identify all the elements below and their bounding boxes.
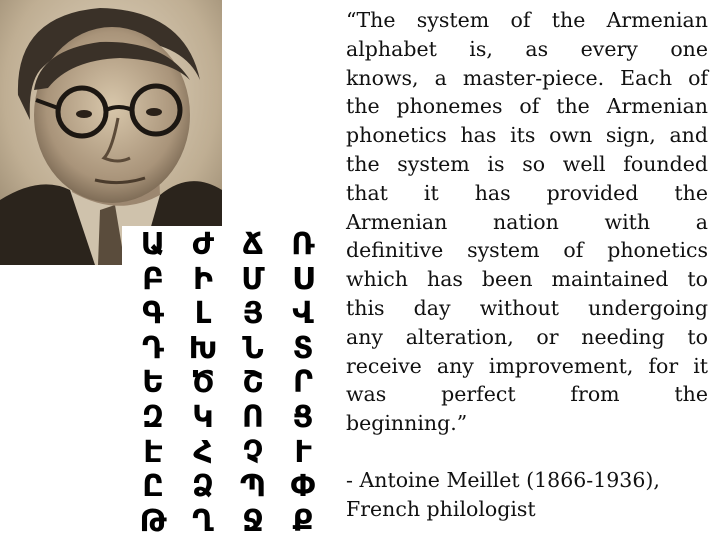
quote-line: knows, a master-piece. Each of [346, 65, 708, 90]
quote-line: Armenian nation with a [346, 209, 708, 234]
meillet-quote [346, 6, 708, 438]
quote-line: any alteration, or needing to [346, 324, 708, 349]
attribution-role: French philologist [346, 496, 536, 521]
armenian-letter: Ը [142, 469, 164, 505]
quote-line: the phonemes of the Armenian [346, 94, 708, 119]
armenian-letter: Բ [142, 261, 164, 297]
quote-line: receive any improvement, for it [346, 353, 708, 378]
armenian-letter: Ջ [242, 503, 264, 539]
armenian-letter: Ց [292, 399, 314, 435]
armenian-letter: Ք [292, 503, 314, 539]
quote-line: definitive system of phonetics [346, 238, 708, 263]
armenian-alphabet-panel [122, 226, 328, 540]
armenian-letter: Փ [290, 469, 316, 505]
armenian-letter: Մ [241, 261, 265, 297]
armenian-letter: Թ [139, 503, 167, 539]
quote-line: beginning.” [346, 411, 468, 436]
armenian-letter: Ա [140, 227, 166, 262]
armenian-alphabet-grid [128, 228, 328, 539]
armenian-letter: Շ [242, 365, 264, 401]
quote-attribution [346, 466, 708, 524]
quote-line: this day without undergoing [346, 295, 708, 320]
armenian-letter: Զ [141, 399, 164, 435]
armenian-letter: Ս [292, 261, 314, 297]
armenian-letter: Խ [188, 330, 218, 366]
quote-line: alphabet is, as every one [346, 36, 708, 61]
armenian-letter: Ռ [291, 227, 315, 262]
armenian-letter: Ղ [192, 503, 214, 539]
armenian-letter: Կ [192, 399, 214, 435]
quote-line: phonetics has its own sign, and [346, 123, 708, 148]
armenian-letter: Ե [142, 365, 164, 401]
armenian-letter: Տ [292, 330, 314, 366]
quote-line: the system is so well founded [346, 151, 708, 176]
armenian-letter: Գ [142, 296, 164, 332]
quote-line: “The system of the Armenian [346, 8, 708, 32]
armenian-letter: Դ [142, 330, 164, 366]
armenian-letter: Վ [292, 296, 314, 332]
armenian-letter: Չ [242, 434, 264, 470]
armenian-letter: Ո [242, 399, 264, 435]
attribution-author: - Antoine Meillet (1866-1936), [346, 468, 660, 492]
armenian-letter: Պ [239, 469, 266, 505]
armenian-letter: Ժ [192, 227, 214, 262]
armenian-letter: Ր [293, 365, 313, 401]
quote-line: that it has provided the [346, 180, 708, 205]
armenian-letter: Ծ [191, 365, 215, 401]
armenian-letter: Ի [193, 261, 213, 297]
armenian-letter: Ձ [192, 469, 214, 505]
armenian-letter: Հ [193, 434, 213, 470]
quote-line: was perfect from the [346, 382, 708, 407]
armenian-letter: Է [143, 434, 163, 470]
quote-line: which has been maintained to [346, 267, 708, 292]
armenian-letter: Ճ [242, 227, 264, 262]
armenian-letter: Լ [194, 296, 212, 332]
armenian-letter: Ւ [294, 434, 312, 470]
armenian-letter: Ն [242, 330, 264, 366]
armenian-letter: Յ [242, 296, 264, 332]
